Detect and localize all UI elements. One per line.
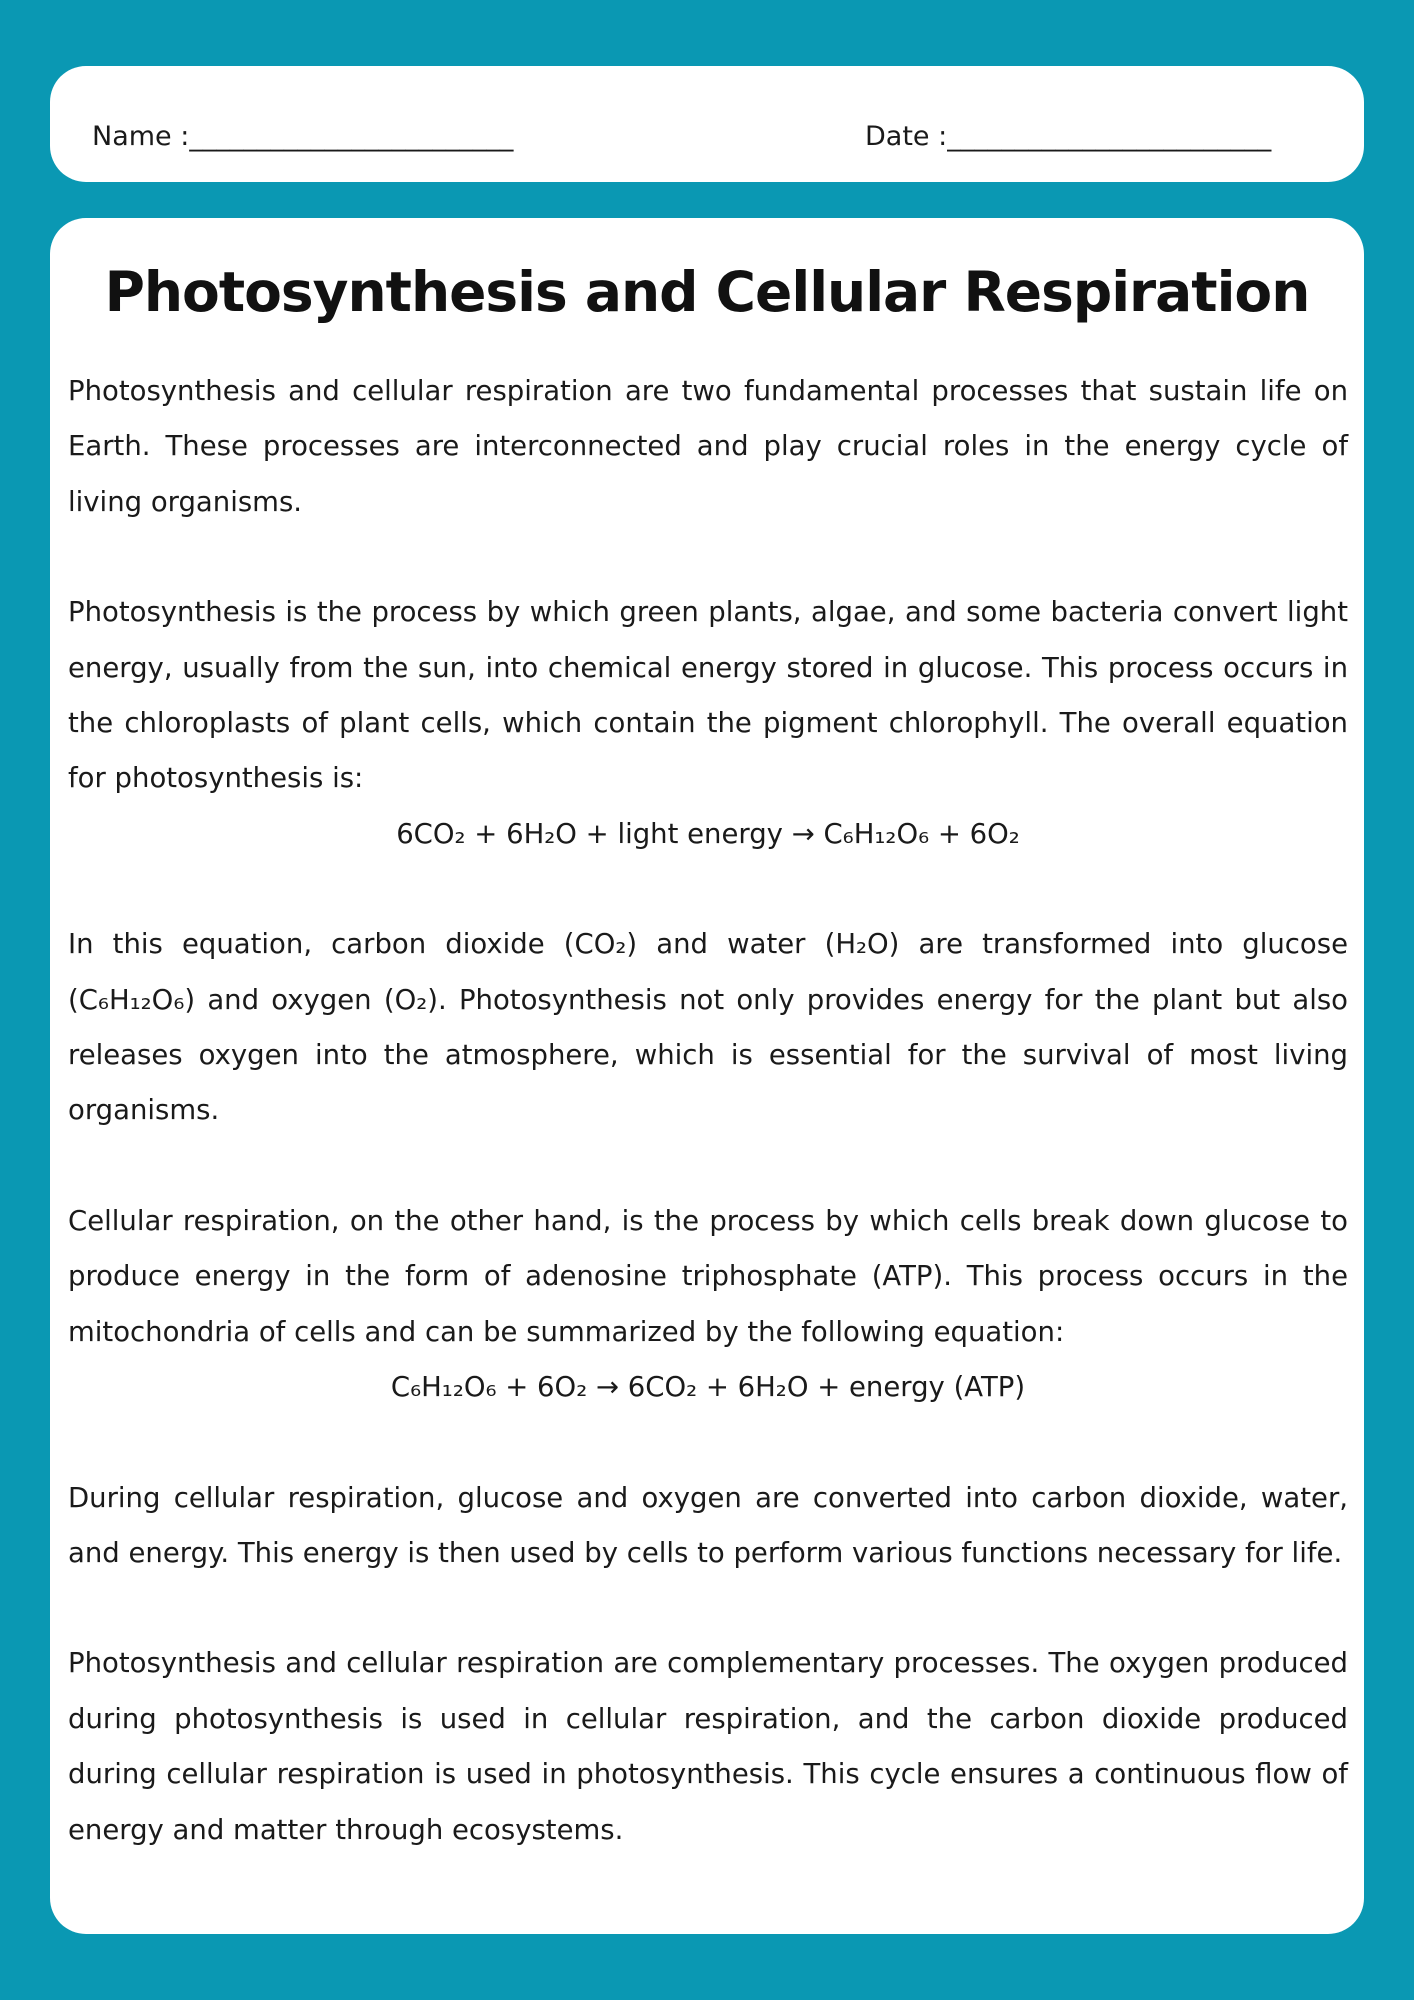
worksheet-body bbox=[68, 364, 1348, 1913]
photosynthesis-paragraph: Photosynthesis is the process by which green plants, algae, and some bacteria convert light energy, usually from the sun, into chemical energy stored in glucose. This process occurs in the chloroplasts of plant cells, which contain the pigment chlorophyll. The overall equation for photosynthesis is: bbox=[68, 596, 1348, 795]
respiration-paragraph: Cellular respiration, on the other hand, is the process by which cells break down glucose to produce energy in the form of adenosine triphosphate (ATP). This process occurs in the mitochondria of cells and can be summarized by the following equation: bbox=[68, 1204, 1348, 1348]
respiration-products-paragraph: During cellular respiration, glucose and oxygen are converted into carbon dioxide, water, and energy. This energy is then used by cells to perform various functions necessary for life. bbox=[68, 1481, 1348, 1569]
name-field[interactable]: Name :________________________ bbox=[92, 121, 514, 152]
equation-explanation-paragraph: In this equation, carbon dioxide (CO₂) and water (H₂O) are transformed into glucose (C₆H₁₂O₆) and oxygen (O₂). Photosynthesis not only provides energy for the plant but also releases oxygen into the atmosphere, which is essential for the survival of most living organisms. bbox=[68, 928, 1348, 1127]
intro-paragraph: Photosynthesis and cellular respiration are two fundamental processes that sustain life on Earth. These processes are interconnected and play crucial roles in the energy cycle of living organisms. bbox=[68, 375, 1348, 518]
worksheet-title: Photosynthesis and Cellular Respiration bbox=[104, 260, 1310, 324]
header-card bbox=[50, 66, 1364, 182]
conclusion-paragraph: Photosynthesis and cellular respiration are complementary processes. The oxygen produced during photosynthesis is used in cellular respiration, and the carbon dioxide produced during cellular respiration is used in photosynthesis. This cycle ensures a continuous flow of energy and matter through ecosystems. bbox=[68, 1647, 1348, 1846]
photosynthesis-equation: 6CO₂ + 6H₂O + light energy → C₆H₁₂O₆ + 6O₂ bbox=[396, 817, 1020, 850]
respiration-equation: C₆H₁₂O₆ + 6O₂ → 6CO₂ + 6H₂O + energy (ATP) bbox=[390, 1371, 1026, 1404]
date-field[interactable]: Date :________________________ bbox=[865, 121, 1272, 152]
worksheet-card bbox=[50, 218, 1364, 1934]
